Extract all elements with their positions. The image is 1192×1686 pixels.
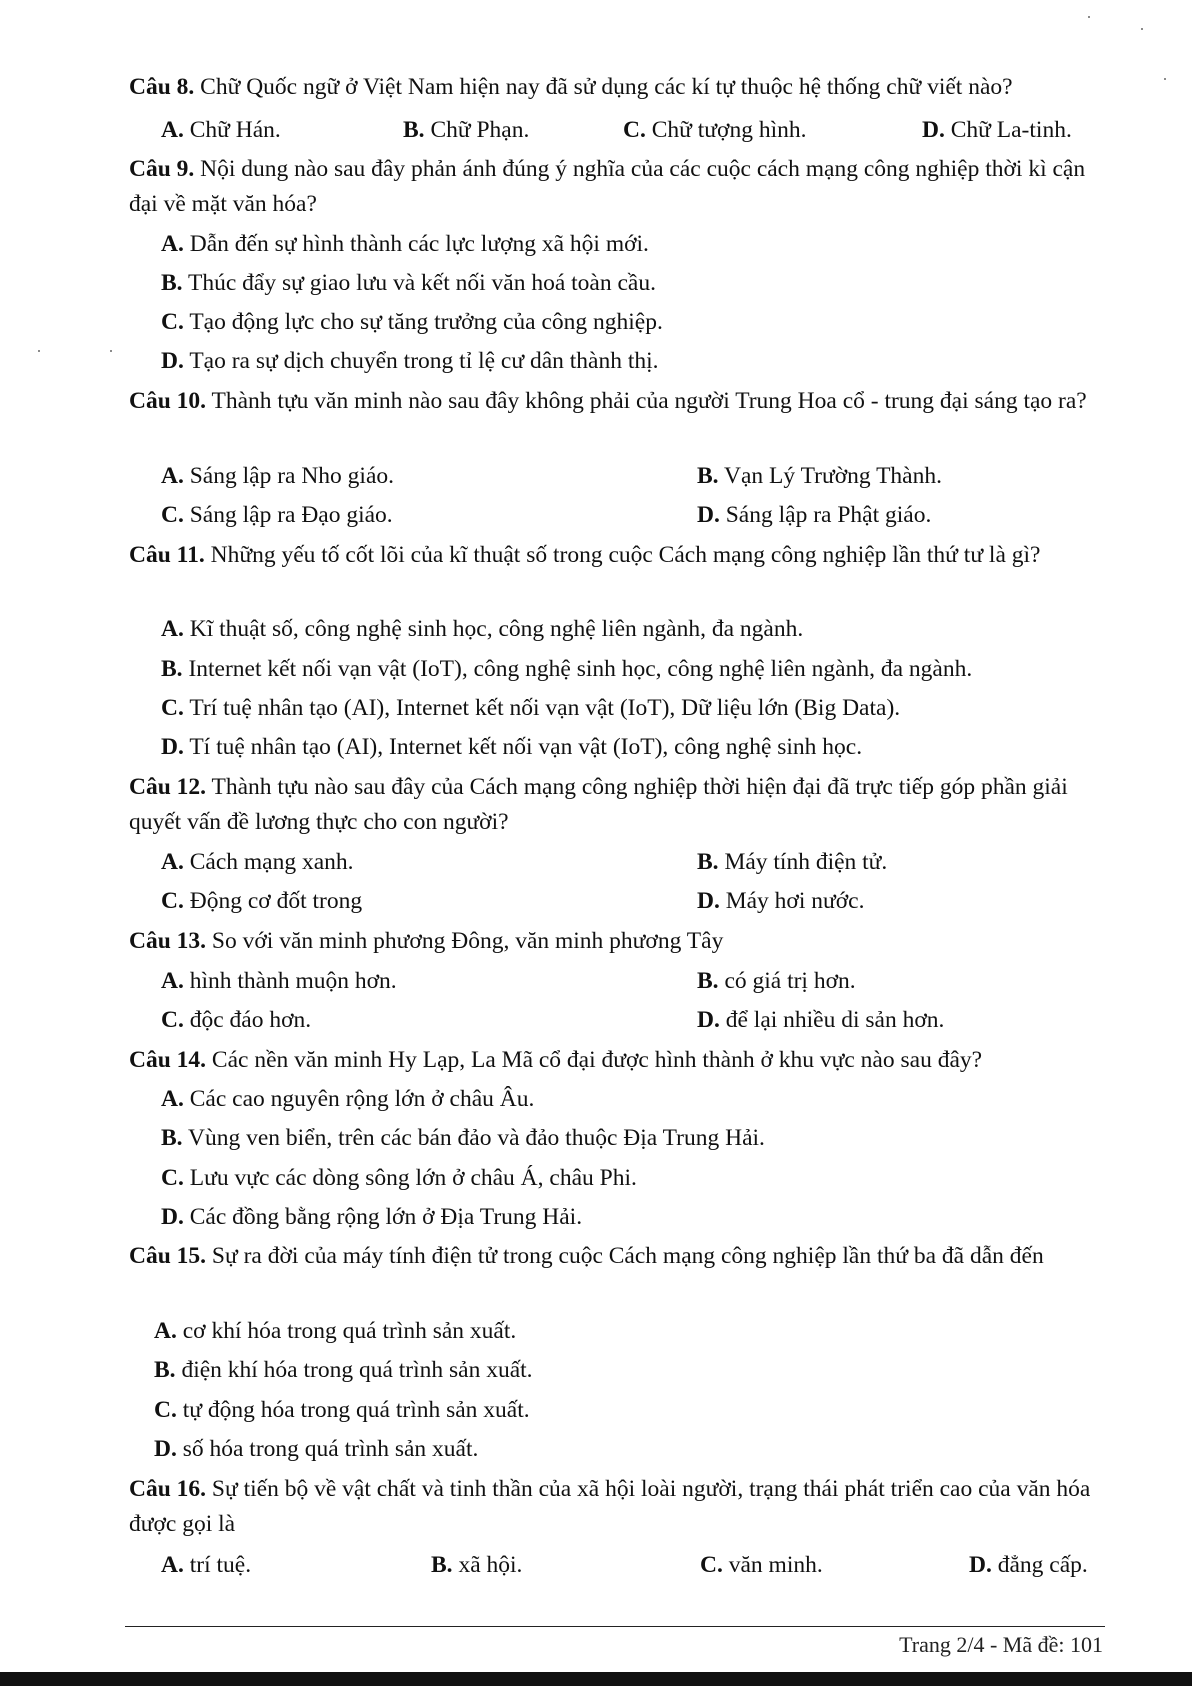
question-12-option-a: A. Cách mạng xanh.	[161, 849, 354, 875]
question-16-option-a: A. trí tuệ.	[161, 1552, 252, 1578]
question-13-option-c: C. độc đáo hơn.	[161, 1007, 312, 1033]
question-8: Câu 8. Chữ Quốc ngữ ở Việt Nam hiện nay đã sử dụng các kí tự thuộc hệ thống chữ viết nào?	[129, 74, 1013, 100]
question-10-option-c: C. Sáng lập ra Đạo giáo.	[161, 502, 393, 528]
question-14-option-c: C. Lưu vực các dòng sông lớn ở châu Á, châu Phi.	[161, 1165, 637, 1191]
question-9-option-b: B. Thúc đẩy sự giao lưu và kết nối văn hoá toàn cầu.	[161, 270, 656, 296]
question-13: Câu 13. So với văn minh phương Đông, văn minh phương Tây	[129, 928, 724, 954]
page-footer: Trang 2/4 - Mã đề: 101	[899, 1632, 1103, 1657]
question-11-option-d: D. Tí tuệ nhân tạo (AI), Internet kết nối vạn vật (IoT), công nghệ sinh học.	[161, 734, 863, 760]
scan-speck	[1088, 16, 1090, 18]
footer-divider	[125, 1626, 1105, 1627]
question-8-option-b: B. Chữ Phạn.	[403, 117, 530, 143]
question-14-option-a: A. Các cao nguyên rộng lớn ở châu Âu.	[161, 1086, 535, 1112]
question-15-option-c: C. tự động hóa trong quá trình sản xuất.	[154, 1397, 530, 1423]
question-14-option-d: D. Các đồng bằng rộng lớn ở Địa Trung Hải.	[161, 1204, 583, 1230]
question-8-option-d: D. Chữ La-tinh.	[922, 117, 1072, 143]
question-13-option-b: B. có giá trị hơn.	[697, 968, 856, 994]
scan-edge	[0, 1672, 1192, 1686]
question-13-option-d: D. để lại nhiều di sản hơn.	[697, 1007, 945, 1033]
question-11-option-a: A. Kĩ thuật số, công nghệ sinh học, công nghệ liên ngành, đa ngành.	[161, 616, 804, 642]
question-11: Câu 11. Những yếu tố cốt lõi của kĩ thuật số trong cuộc Cách mạng công nghiệp lần thứ tư là gì?	[129, 542, 1041, 568]
scan-speck	[1164, 78, 1166, 80]
question-10-option-a: A. Sáng lập ra Nho giáo.	[161, 463, 395, 489]
question-12-option-c: C. Động cơ đốt trong	[161, 888, 363, 914]
question-8-option-a: A. Chữ Hán.	[161, 117, 281, 143]
question-16-option-b: B. xã hội.	[431, 1552, 523, 1578]
question-12-option-d: D. Máy hơi nước.	[697, 888, 865, 914]
question-14: Câu 14. Các nền văn minh Hy Lạp, La Mã cổ đại được hình thành ở khu vực nào sau đây?	[129, 1047, 983, 1073]
question-15-option-a: A. cơ khí hóa trong quá trình sản xuất.	[154, 1318, 517, 1344]
question-8-option-c: C. Chữ tượng hình.	[623, 117, 807, 143]
question-12: Câu 12. Thành tựu nào sau đây của Cách mạng công nghiệp thời hiện đại đã trực tiếp góp phần giải quyết vấn đề lương thực cho con người?	[129, 774, 1068, 835]
question-16: Câu 16. Sự tiến bộ về vật chất và tinh thần của xã hội loài người, trạng thái phát triển cao của văn hóa được gọi là	[129, 1476, 1091, 1537]
question-9-option-a: A. Dẫn đến sự hình thành các lực lượng xã hội mới.	[161, 231, 649, 257]
question-9-option-d: D. Tạo ra sự dịch chuyển trong tỉ lệ cư dân thành thị.	[161, 348, 659, 374]
question-16-option-d: D. đẳng cấp.	[969, 1552, 1088, 1578]
question-11-option-c: C. Trí tuệ nhân tạo (AI), Internet kết nối vạn vật (IoT), Dữ liệu lớn (Big Data).	[161, 695, 901, 721]
question-10-option-d: D. Sáng lập ra Phật giáo.	[697, 502, 932, 528]
question-15-option-d: D. số hóa trong quá trình sản xuất.	[154, 1436, 479, 1462]
question-10: Câu 10. Thành tựu văn minh nào sau đây không phải của người Trung Hoa cổ - trung đại sáng tạo ra?	[129, 388, 1087, 414]
scan-speck	[38, 350, 40, 352]
question-9: Câu 9. Nội dung nào sau đây phản ánh đúng ý nghĩa của các cuộc cách mạng công nghiệp thời kì cận đại về mặt văn hóa?	[129, 156, 1086, 217]
question-9-option-c: C. Tạo động lực cho sự tăng trưởng của công nghiệp.	[161, 309, 663, 335]
question-10-option-b: B. Vạn Lý Trường Thành.	[697, 463, 942, 489]
question-16-option-c: C. văn minh.	[700, 1552, 823, 1578]
question-11-option-b: B. Internet kết nối vạn vật (IoT), công nghệ sinh học, công nghệ liên ngành, đa ngành.	[161, 656, 973, 682]
scan-speck	[1141, 28, 1143, 30]
question-12-option-b: B. Máy tính điện tử.	[697, 849, 888, 875]
question-13-option-a: A. hình thành muộn hơn.	[161, 968, 397, 994]
question-15-option-b: B. điện khí hóa trong quá trình sản xuất.	[154, 1357, 533, 1383]
question-14-option-b: B. Vùng ven biển, trên các bán đảo và đảo thuộc Địa Trung Hải.	[161, 1125, 765, 1151]
question-15: Câu 15. Sự ra đời của máy tính điện tử trong cuộc Cách mạng công nghiệp lần thứ ba đã dẫn đến	[129, 1243, 1044, 1269]
scan-speck	[110, 350, 112, 352]
